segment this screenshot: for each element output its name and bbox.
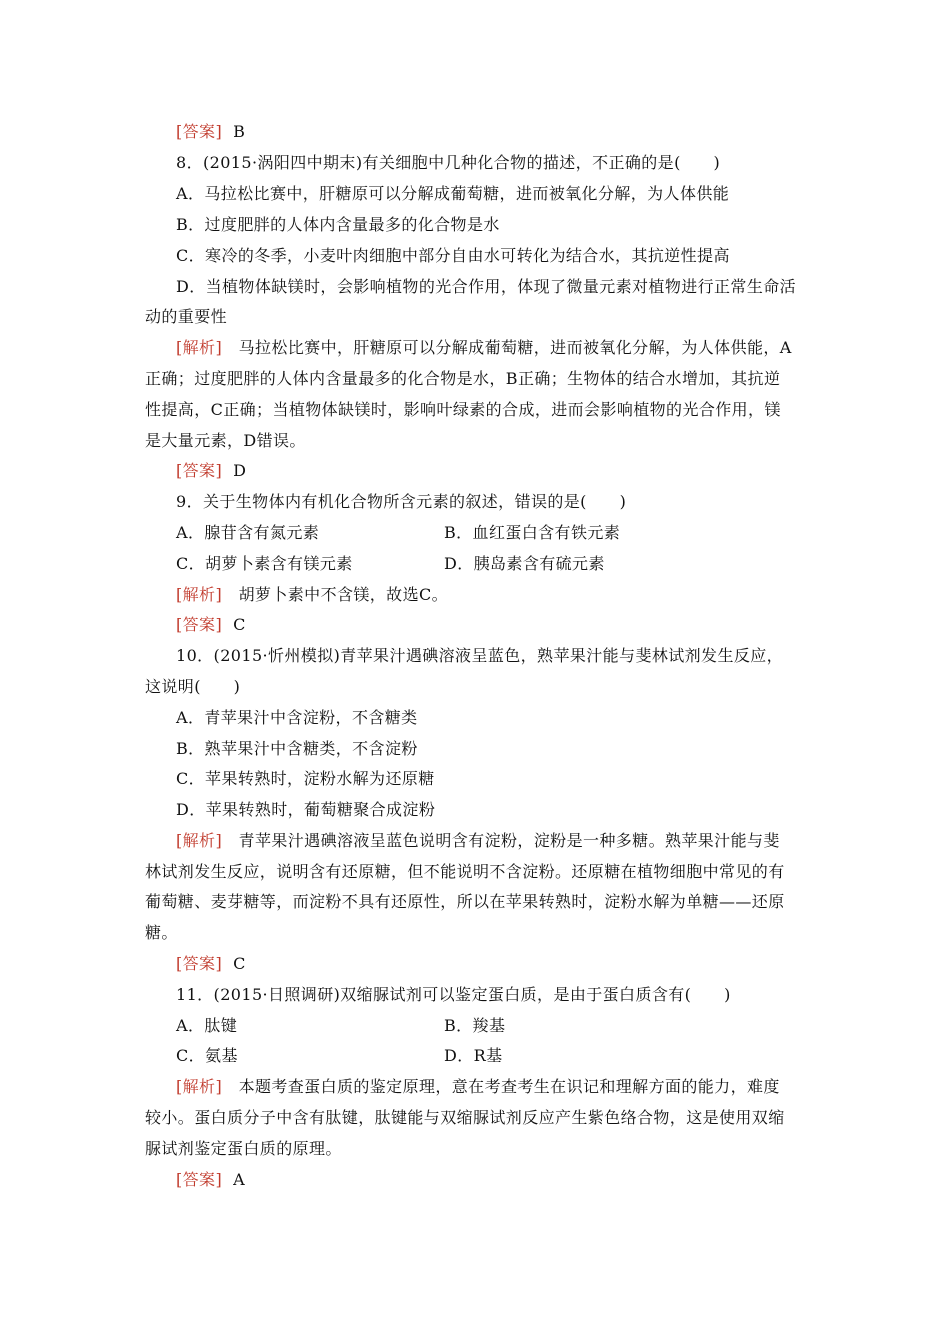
answer-tag: [答案] [176,122,223,141]
analysis-tag: [解析] [176,831,223,850]
answer-value: D [233,461,247,480]
q8-analysis-line-2: 正确；过度肥胖的人体内含量最多的化合物是水，B正确；生物体的结合水增加，其抗逆 [145,369,781,388]
q11-option-a: A．肽键 [176,1016,238,1035]
answer-value: C [233,954,246,973]
q10-option-d: D．苹果转熟时，葡萄糖聚合成淀粉 [176,800,436,819]
q8-option-d-cont: 动的重要性 [145,307,228,326]
analysis-text: 马拉松比赛中，肝糖原可以分解成葡萄糖，进而被氧化分解，为人体供能，A [238,338,792,357]
q8-option-d: D．当植物体缺镁时，会影响植物的光合作用，体现了微量元素对植物进行正常生命活 [176,277,797,296]
q10-analysis-line-3: 葡萄糖、麦芽糖等，而淀粉不具有还原性，所以在苹果转熟时，淀粉水解为单糖——还原 [145,892,785,911]
answer-tag: [答案] [176,461,223,480]
answer-value: A [233,1170,246,1189]
q8-option-b: B．过度肥胖的人体内含量最多的化合物是水 [176,215,500,234]
q10-stem-cont: 这说明( ) [145,677,241,696]
q8-analysis-line-3: 性提高，C正确；当植物体缺镁时，影响叶绿素的合成，进而会影响植物的光合作用，镁 [145,400,781,419]
answer-tag: [答案] [176,1170,223,1189]
q8-stem: 8．(2015·涡阳四中期末)有关细胞中几种化合物的描述，不正确的是( ) [176,153,721,172]
analysis-text: 青苹果汁遇碘溶液呈蓝色说明含有淀粉，淀粉是一种多糖。熟苹果汁能与斐 [238,831,780,850]
analysis-text: 胡萝卜素中不含镁，故选C。 [238,585,449,604]
analysis-tag: [解析] [176,585,223,604]
q9-option-c: C．胡萝卜素含有镁元素 [176,554,353,573]
q10-analysis [176,831,780,851]
q11-option-c: C．氨基 [176,1046,238,1065]
q9-option-a: A．腺苷含有氮元素 [176,523,320,542]
q8-option-c: C．寒冷的冬季，小麦叶肉细胞中部分自由水可转化为结合水，其抗逆性提高 [176,246,730,265]
analysis-tag: [解析] [176,338,223,357]
q10-option-c: C．苹果转熟时，淀粉水解为还原糖 [176,769,435,788]
q11-analysis-line-3: 脲试剂鉴定蛋白质的原理。 [145,1139,342,1158]
q8-option-a: A．马拉松比赛中，肝糖原可以分解成葡萄糖，进而被氧化分解，为人体供能 [176,184,730,203]
q11-analysis [176,1077,780,1097]
q8-answer [176,461,246,481]
analysis-text: 本题考查蛋白质的鉴定原理，意在考查考生在识记和理解方面的能力，难度 [238,1077,780,1096]
q9-options-row-2 [176,554,776,574]
q10-analysis-line-4: 糖。 [145,923,178,942]
q9-answer [176,615,246,635]
q8-analysis-line-4: 是大量元素，D错误。 [145,431,306,450]
q9-option-b: B．血红蛋白含有铁元素 [444,523,621,542]
q10-option-a: A．青苹果汁中含淀粉，不含糖类 [176,708,418,727]
q11-options-row-1 [176,1016,776,1036]
answer-value: B [233,122,246,141]
q7-answer [176,122,245,142]
q10-answer [176,954,246,974]
answer-tag: [答案] [176,615,223,634]
q10-analysis-line-2: 林试剂发生反应，说明含有还原糖，但不能说明不含淀粉。还原糖在植物细胞中常见的有 [145,862,785,881]
q8-analysis [176,338,792,358]
answer-tag: [答案] [176,954,223,973]
q11-option-b: B．羧基 [444,1016,506,1035]
q11-stem: 11．(2015·日照调研)双缩脲试剂可以鉴定蛋白质，是由于蛋白质含有( ) [176,985,731,1004]
analysis-tag: [解析] [176,1077,223,1096]
q11-answer [176,1170,245,1190]
q11-option-d: D．R基 [444,1046,503,1065]
answer-value: C [233,615,246,634]
q10-stem: 10．(2015·忻州模拟)青苹果汁遇碘溶液呈蓝色，熟苹果汁能与斐林试剂发生反应， [176,646,784,665]
q9-stem: 9．关于生物体内有机化合物所含元素的叙述，错误的是( ) [176,492,627,511]
q10-option-b: B．熟苹果汁中含糖类，不含淀粉 [176,739,418,758]
q11-options-row-2 [176,1046,776,1066]
q11-analysis-line-2: 较小。蛋白质分子中含有肽键，肽键能与双缩脲试剂反应产生紫色络合物，这是使用双缩 [145,1108,785,1127]
q9-option-d: D．胰岛素含有硫元素 [444,554,605,573]
q9-options-row-1 [176,523,776,543]
q9-analysis [176,585,448,605]
